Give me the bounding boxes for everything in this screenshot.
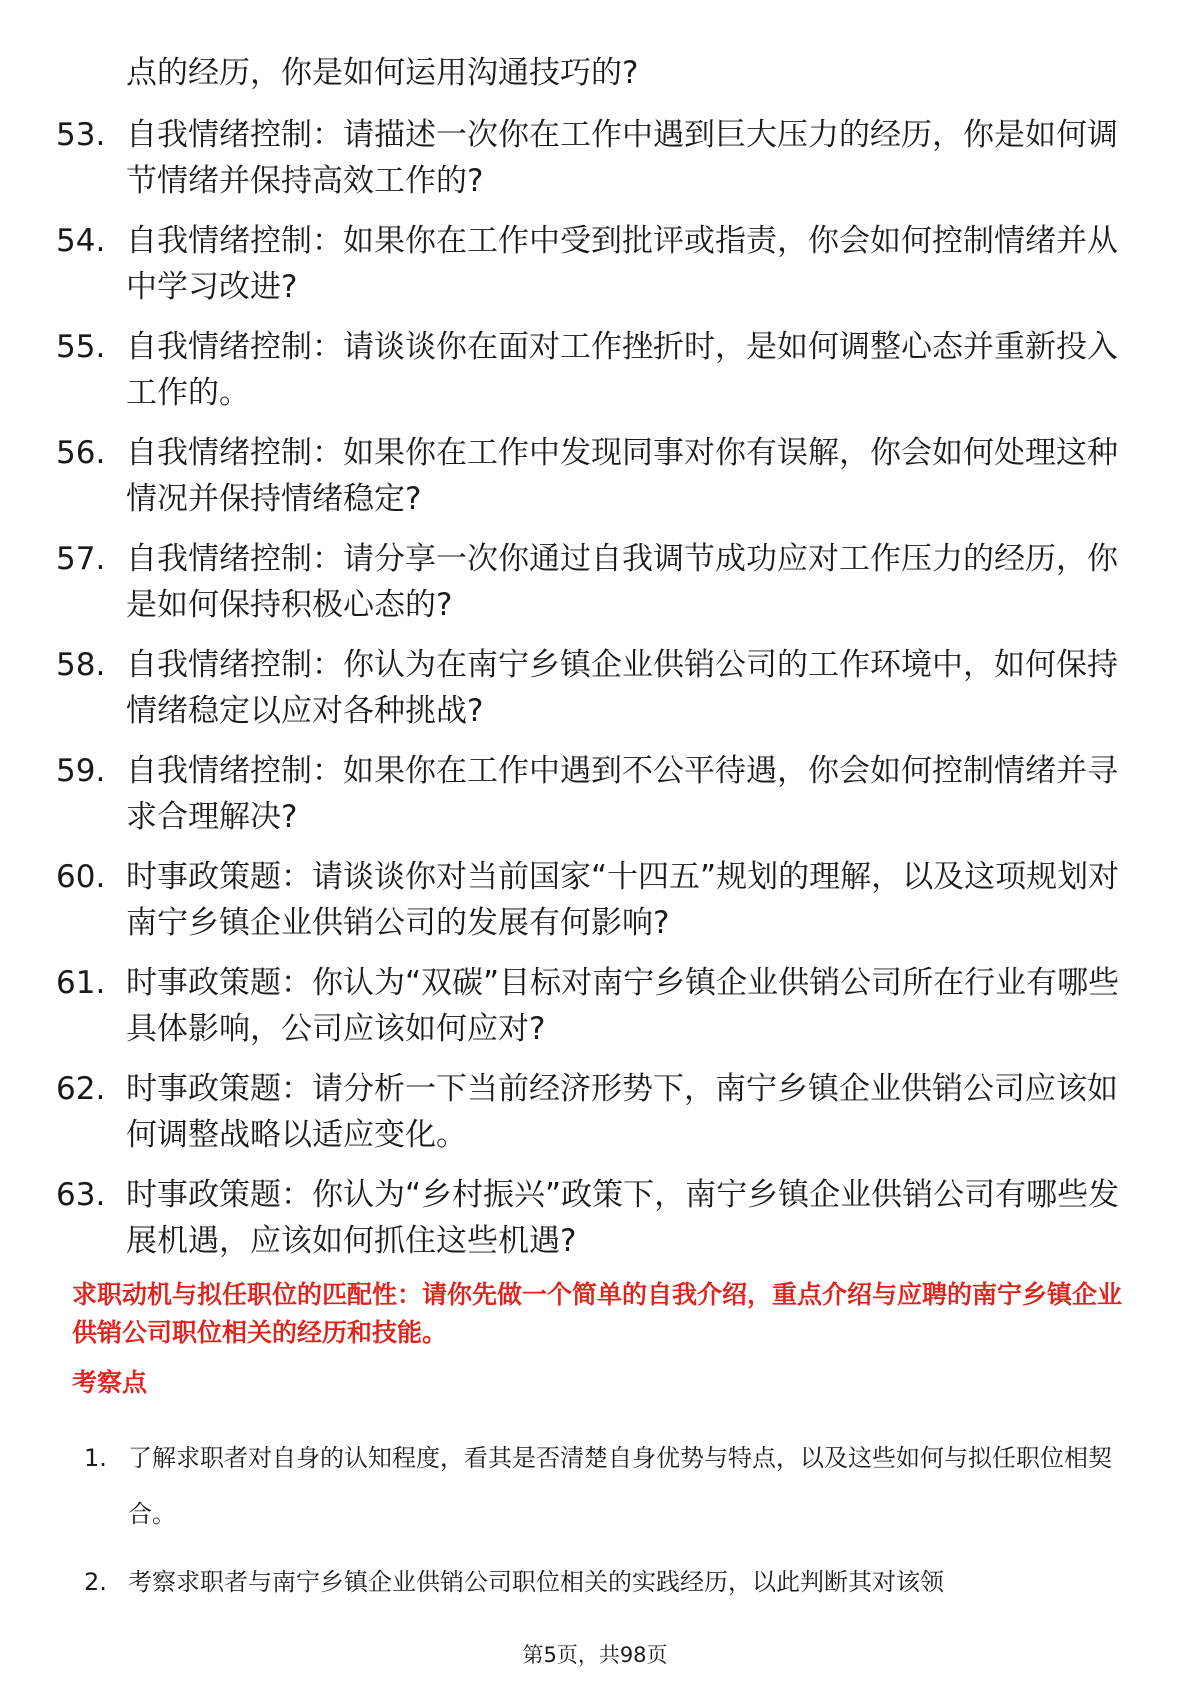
question-text: 自我情绪控制：你认为在南宁乡镇企业供销公司的工作环境中，如何保持情绪稳定以应对各种挑战? [126,647,1118,729]
question-number: 58. [56,647,106,683]
list-item [56,642,1136,734]
question-number: 54. [56,223,106,259]
list-item [56,854,1136,946]
question-text: 时事政策题：请谈谈你对当前国家“十四五”规划的理解，以及这项规划对南宁乡镇企业供销公司的发展有何影响? [126,859,1120,941]
list-item [56,960,1136,1052]
list-item [56,1066,1136,1158]
question-text: 时事政策题：你认为“双碳”目标对南宁乡镇企业供销公司所在行业有哪些具体影响，公司应该如何应对? [126,965,1120,1047]
list-item [56,536,1136,628]
point-text: 考察求职者与南宁乡镇企业供销公司职位相关的实践经历，以此判断其对该领 [128,1568,944,1596]
point-text: 了解求职者对自身的认知程度，看其是否清楚自身优势与特点，以及这些如何与拟任职位相契合。 [128,1444,1112,1528]
point-number: 1. [84,1444,107,1472]
list-item [56,1172,1136,1264]
question-text: 自我情绪控制：如果你在工作中受到批评或指责，你会如何控制情绪并从中学习改进? [126,223,1118,305]
list-item [56,324,1136,416]
list-item [56,218,1136,310]
question-number: 61. [56,965,106,1001]
question-text: 自我情绪控制：如果你在工作中发现同事对你有误解，你会如何处理这种情况并保持情绪稳定? [126,435,1118,517]
question-number: 53. [56,117,106,153]
question-number: 59. [56,753,106,789]
question-number: 60. [56,859,106,895]
page-footer: 第5页，共98页 [522,1643,668,1667]
question-text: 自我情绪控制：请谈谈你在面对工作挫折时，是如何调整心态并重新投入工作的。 [126,329,1118,411]
question-text: 自我情绪控制：如果你在工作中遇到不公平待遇，你会如何控制情绪并寻求合理解决? [126,753,1118,835]
point-number: 2. [84,1568,107,1596]
question-number: 55. [56,329,106,365]
question-number: 63. [56,1177,106,1213]
assessment-points-title: 考察点 [72,1368,148,1397]
question-text: 自我情绪控制：请分享一次你通过自我调节成功应对工作压力的经历，你是如何保持积极心态的? [126,541,1118,623]
question-number: 57. [56,541,106,577]
continued-question-line: 点的经历，你是如何运用沟通技巧的? [126,55,639,91]
question-list [56,112,1136,1278]
list-item [56,748,1136,840]
list-item [56,112,1136,204]
assessment-points-list [84,1430,1134,1622]
list-item [84,1430,1134,1542]
question-text: 时事政策题：你认为“乡村振兴”政策下，南宁乡镇企业供销公司有哪些发展机遇，应该如何抓住这些机遇? [126,1177,1120,1259]
question-number: 62. [56,1071,106,1107]
list-item [84,1554,1134,1610]
section-heading: 求职动机与拟任职位的匹配性：请你先做一个简单的自我介绍，重点介绍与应聘的南宁乡镇企业供销公司职位相关的经历和技能。 [72,1280,1123,1347]
list-item [56,430,1136,522]
question-text: 自我情绪控制：请描述一次你在工作中遇到巨大压力的经历，你是如何调节情绪并保持高效工作的? [126,117,1118,199]
question-text: 时事政策题：请分析一下当前经济形势下，南宁乡镇企业供销公司应该如何调整战略以适应变化。 [126,1071,1118,1153]
question-number: 56. [56,435,106,471]
